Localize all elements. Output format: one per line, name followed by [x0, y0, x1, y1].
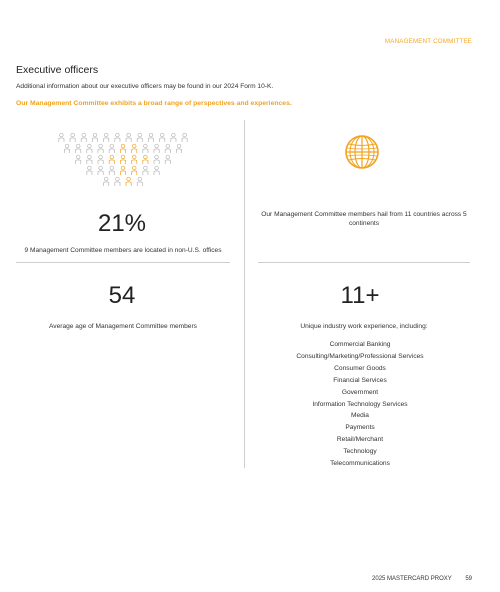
person-icon — [98, 155, 103, 164]
person-icon-highlighted — [143, 155, 148, 164]
person-icon — [104, 177, 109, 186]
person-icon — [160, 133, 165, 142]
person-icon — [92, 133, 97, 142]
person-icon — [154, 166, 159, 175]
row-divider-right — [258, 262, 470, 263]
person-icon — [87, 144, 92, 153]
list-item: Consumer Goods — [334, 364, 386, 372]
person-icon-highlighted — [132, 166, 137, 175]
person-icon — [182, 133, 187, 142]
person-icon-highlighted — [132, 144, 137, 153]
list-item: Payments — [345, 424, 375, 432]
stat-non-us-value: 21% — [97, 210, 147, 237]
person-icon — [143, 166, 148, 175]
person-icon — [137, 133, 142, 142]
person-icon — [98, 166, 103, 175]
list-item: Commercial Banking — [329, 341, 391, 348]
list-item: Government — [341, 388, 379, 396]
stat-industry-caption: Unique industry work experience, including: — [300, 323, 428, 330]
person-icon-highlighted — [120, 144, 125, 153]
row-divider-left — [16, 262, 230, 263]
person-icon — [165, 155, 170, 164]
list-item: Retail/Merchant — [336, 436, 384, 444]
person-icon-highlighted — [132, 155, 137, 164]
list-item: Telecommunications — [330, 460, 390, 468]
people-icon-grid — [52, 132, 194, 188]
stat-age-caption: Average age of Management Committee members — [49, 323, 197, 330]
industry-list — [275, 339, 445, 470]
person-icon-highlighted — [120, 155, 125, 164]
list-item: Consulting/Marketing/Professional Services — [296, 352, 424, 360]
person-icon — [176, 144, 181, 153]
person-icon — [76, 144, 81, 153]
list-item: Technology — [343, 448, 377, 456]
person-icon — [76, 155, 81, 164]
person-icon — [104, 133, 109, 142]
person-icon — [109, 166, 114, 175]
person-icon-highlighted — [126, 177, 131, 186]
person-icon — [87, 166, 92, 175]
intro-text: Additional information about our executive officers may be found in our 2024 Form 10-K. — [16, 83, 274, 90]
list-item: Financial Services — [333, 376, 387, 384]
stat-non-us-caption: 9 Management Committee members are located in non-U.S. offices — [24, 247, 222, 254]
person-icon — [115, 177, 120, 186]
person-icon — [87, 155, 92, 164]
person-icon — [64, 144, 69, 153]
person-icon — [143, 144, 148, 153]
person-icon — [171, 133, 176, 142]
section-header-label: MANAGEMENT COMMITTEE — [384, 38, 472, 45]
column-divider — [244, 120, 245, 468]
stat-countries-caption: Our Management Committee members hail from 11 countries across 5 continents — [261, 211, 467, 227]
person-icon — [154, 155, 159, 164]
person-icon-highlighted — [109, 155, 114, 164]
page-title: Executive officers — [16, 64, 99, 76]
globe-icon — [344, 134, 380, 170]
footer-doc-title: 2025 MASTERCARD PROXY — [372, 576, 452, 582]
page-footer — [360, 576, 472, 582]
person-icon — [59, 133, 64, 142]
stat-age-value: 54 — [108, 282, 136, 309]
list-item: Media — [351, 412, 369, 420]
person-icon — [148, 133, 153, 142]
highlight-text: Our Management Committee exhibits a broad range of perspectives and experiences. — [16, 100, 292, 107]
person-icon-highlighted — [120, 166, 125, 175]
person-icon — [70, 133, 75, 142]
person-icon — [115, 133, 120, 142]
person-icon — [126, 133, 131, 142]
person-icon — [154, 144, 159, 153]
person-icon — [109, 144, 114, 153]
list-item: Information Technology Services — [312, 400, 408, 408]
person-icon — [81, 133, 86, 142]
footer-page-number: 59 — [465, 576, 472, 582]
person-icon — [98, 144, 103, 153]
stat-industry-value: 11+ — [340, 282, 380, 309]
person-icon — [165, 144, 170, 153]
person-icon — [137, 177, 142, 186]
